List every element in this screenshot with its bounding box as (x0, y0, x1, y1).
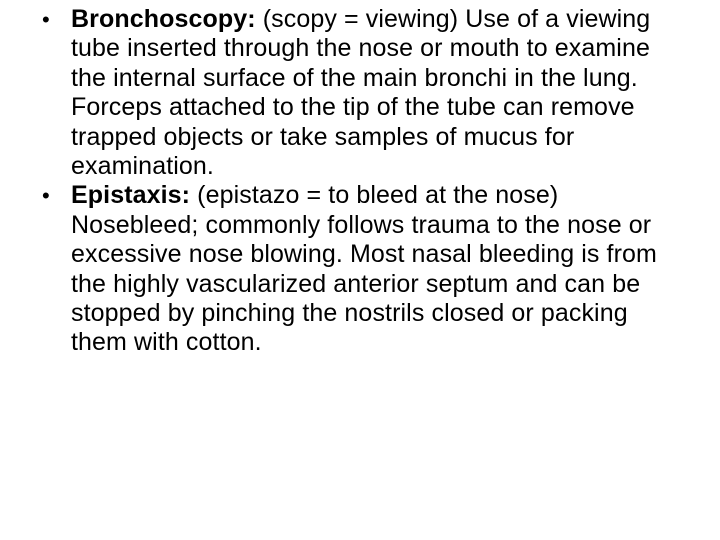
definition-item-bronchoscopy (30, 5, 680, 181)
bullet-icon: • (42, 183, 50, 209)
definition-item-epistaxis (30, 181, 680, 357)
definition-list (30, 5, 680, 358)
term-bronchoscopy: Bronchoscopy: (71, 5, 256, 33)
definition-text-epistaxis: (epistazo = to bleed at the nose) Nosebleed; commonly follows trauma to the nose or excessive nose blowing. Most nasal bleeding is from the highly vascularized anterior septum and can be stopped by pinching the nostrils closed or packing them with cotton. (71, 181, 657, 357)
bullet-icon: • (42, 7, 50, 32)
definition-text-bronchoscopy: (scopy = viewing) Use of a viewing tube inserted through the nose or mouth to examine the internal surface of the main bronchi in the lung. Forceps attached to the tip of the tube can remove trapped objects or take samples of mucus for examination. (71, 5, 651, 181)
term-epistaxis: Epistaxis: (71, 181, 191, 210)
